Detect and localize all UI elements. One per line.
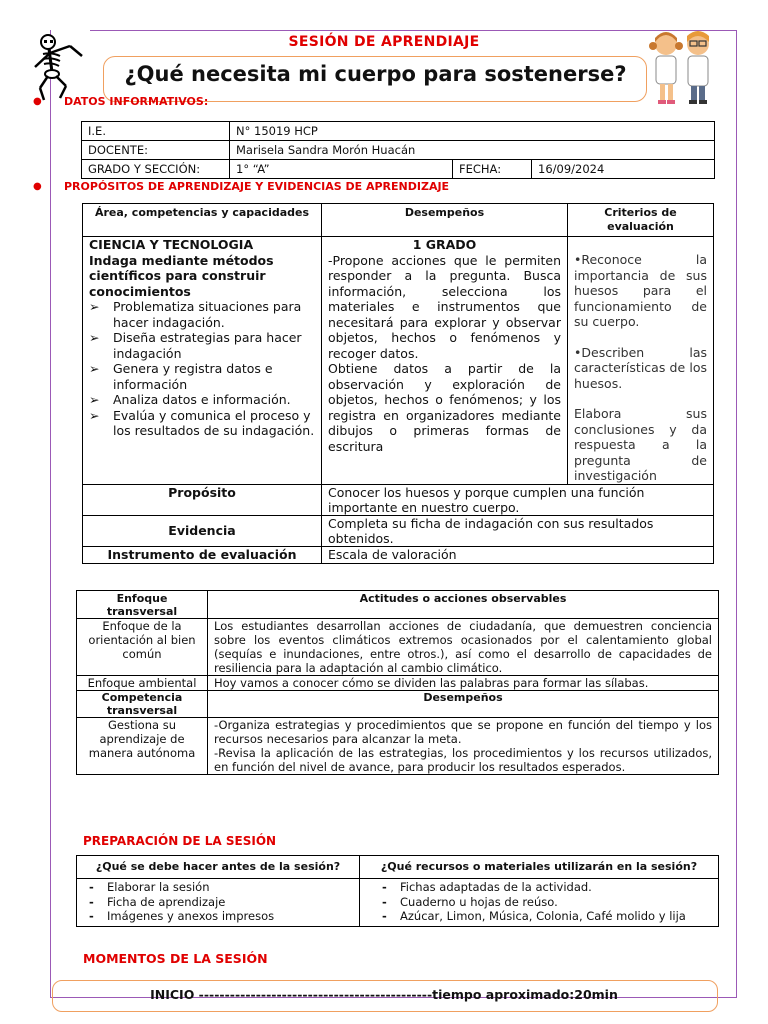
- fecha-label: FECHA:: [453, 160, 532, 179]
- col-desempenos-header: Desempeños: [322, 204, 568, 237]
- col-area-header: Área, competencias y capacidades: [83, 204, 322, 237]
- list-item: ➢ Genera y registra datos e información: [89, 361, 273, 392]
- area-cell: [83, 237, 322, 485]
- inicio-text: INICIO ---------------------------------------------tiempo aproximado:20min: [150, 987, 618, 1002]
- desempeno-text: -Propone acciones que le permiten responder a la pregunta. Busca información, selecciona los materiales e instrumentos que necesitará para explorar y observar objetos, hechos o fenómenos y recoger datos.: [328, 252, 561, 361]
- list-item: ➢ Problematiza situaciones para hacer indagación.: [89, 299, 302, 330]
- docente-value: Marisela Sandra Morón Huacán: [230, 141, 715, 160]
- criterio-3: Elabora sus conclusiones y da respuesta a la pregunta de investigación: [574, 406, 707, 483]
- gestiona-value: -Organiza estrategias y procedimientos que se propone en función del tiempo y los recursos necesarios para alcanzar la meta. -Revisa la aplicación de las estrategias, los procedimientos y los recursos utilizados, en función del nivel de avance, para producir los resultados esperados.: [208, 718, 719, 775]
- recursos-list: [376, 880, 712, 924]
- competencia-name: Indaga mediante métodos científicos para construir conocimientos: [89, 252, 274, 299]
- table-row: [83, 546, 714, 563]
- antes-list: [83, 880, 353, 924]
- col-criterios-header: Criterios de evaluación: [568, 204, 714, 237]
- grado-value: 1° “A”: [230, 160, 453, 179]
- list-item: - Imágenes y anexos impresos: [89, 909, 275, 923]
- main-title: ¿Qué necesita mi cuerpo para sostenerse?: [124, 62, 627, 86]
- arrow-icon: ➢: [89, 330, 100, 345]
- preparacion-table: [76, 855, 719, 927]
- page-border-right: [736, 30, 737, 998]
- table-row: [83, 515, 714, 546]
- enfoque-bien-comun-label: Enfoque de la orientación al bien común: [77, 619, 208, 676]
- enfoque-header: Enfoque transversal: [77, 591, 208, 619]
- section-preparacion-heading: PREPARACIÓN DE LA SESIÓN: [83, 834, 277, 848]
- list-item: ➢ Analiza datos e información.: [89, 392, 291, 407]
- proposito-label: Propósito: [83, 484, 322, 515]
- bullet-icon: ●: [33, 96, 42, 107]
- grado-label: GRADO Y SECCIÓN:: [82, 160, 230, 179]
- area-name: CIENCIA Y TECNOLOGIA: [89, 237, 254, 252]
- recursos-cell: [360, 879, 719, 927]
- table-row: [83, 237, 714, 485]
- arrow-icon: ➢: [89, 299, 100, 314]
- table-row: [77, 691, 719, 718]
- table-row: [83, 484, 714, 515]
- table-row: [77, 591, 719, 619]
- capacidades-list: [89, 299, 315, 439]
- criterios-cell: [568, 237, 714, 485]
- enfoque-ambiental-value: Hoy vamos a conocer cómo se dividen las palabras para formar las sílabas.: [208, 676, 719, 691]
- table-row: [77, 879, 719, 927]
- enfoque-ambiental-label: Enfoque ambiental: [77, 676, 208, 691]
- list-item: ➢ Evalúa y comunica el proceso y los resultados de su indagación.: [89, 407, 315, 438]
- table-row: [77, 676, 719, 691]
- propositos-table: [82, 203, 714, 564]
- table-row: [82, 141, 715, 160]
- fecha-value: 16/09/2024: [532, 160, 715, 179]
- page-border-top: [90, 30, 736, 31]
- section-propositos-heading: PROPÓSITOS DE APRENDIZAJE Y EVIDENCIAS DE APRENDIZAJE: [64, 180, 450, 193]
- table-row: [77, 856, 719, 879]
- recursos-header: ¿Qué recursos o materiales utilizarán en la sesión?: [360, 856, 719, 879]
- list-item: ➢ Diseña estrategias para hacer indagación: [89, 330, 302, 361]
- enfoque-bien-comun-value: Los estudiantes desarrollan acciones de ciudadanía, que demuestren conciencia sobre los eventos climáticos extremos ocasionados por el calentamiento global (sequías e inundaciones, entre otros.), así como el desarrollo de capacidades de resiliencia para la adaptación al cambio climático.: [208, 619, 719, 676]
- arrow-icon: ➢: [89, 392, 100, 407]
- desempenos-header: Desempeños: [208, 691, 719, 718]
- ie-value: N° 15019 HCP: [230, 122, 715, 141]
- proposito-value: Conocer los huesos y porque cumplen una función importante en nuestro cuerpo.: [322, 484, 714, 515]
- competencia-transversal-header: Competencia transversal: [77, 691, 208, 718]
- table-row: [77, 619, 719, 676]
- list-item: - Fichas adaptadas de la actividad.: [382, 880, 592, 894]
- arrow-icon: ➢: [89, 407, 100, 423]
- actitudes-header: Actitudes o acciones observables: [208, 591, 719, 619]
- table-row: [83, 204, 714, 237]
- datos-table: [81, 121, 715, 179]
- list-item: - Elaborar la sesión: [89, 880, 210, 894]
- instrumento-label: Instrumento de evaluación: [83, 546, 322, 563]
- criterio-1: •Reconoce la importancia de sus huesos para el funcionamiento de su cuerpo.: [574, 252, 707, 329]
- evidencia-value: Completa su ficha de indagación con sus resultados obtenidos.: [322, 515, 714, 546]
- evidencia-label: Evidencia: [83, 515, 322, 546]
- enfoques-table: [76, 590, 719, 775]
- docente-label: DOCENTE:: [82, 141, 230, 160]
- ie-label: I.E.: [82, 122, 230, 141]
- antes-cell: [77, 879, 360, 927]
- desempeno-cell: [322, 237, 568, 485]
- antes-header: ¿Qué se debe hacer antes de la sesión?: [77, 856, 360, 879]
- arrow-icon: ➢: [89, 361, 100, 376]
- instrumento-value: Escala de valoración: [322, 546, 714, 563]
- section-momentos-heading: MOMENTOS DE LA SESIÓN: [83, 951, 268, 966]
- gestiona-label: Gestiona su aprendizaje de manera autónoma: [77, 718, 208, 775]
- list-item: - Azúcar, Limon, Música, Colonia, Café molido y lija: [382, 909, 686, 923]
- table-row: [77, 718, 719, 775]
- table-row: [82, 160, 715, 179]
- list-item: - Ficha de aprendizaje: [89, 894, 226, 909]
- session-title: SESIÓN DE APRENDIAJE: [288, 34, 480, 50]
- grado-label: 1 GRADO: [412, 237, 477, 252]
- desempeno-text-2: Obtiene datos a partir de la observación y exploración de objetos, hechos o fenómenos; y los registra en organizadores mediante dibujos o primeras formas de escritura: [328, 361, 561, 454]
- section-datos-heading: DATOS INFORMATIVOS:: [64, 95, 209, 108]
- criterio-2: •Describen las características de los huesos.: [574, 344, 707, 391]
- bullet-icon: ●: [33, 181, 42, 192]
- page-border-left: [50, 30, 51, 998]
- list-item: - Cuaderno u hojas de reúso.: [382, 894, 558, 909]
- table-row: [82, 122, 715, 141]
